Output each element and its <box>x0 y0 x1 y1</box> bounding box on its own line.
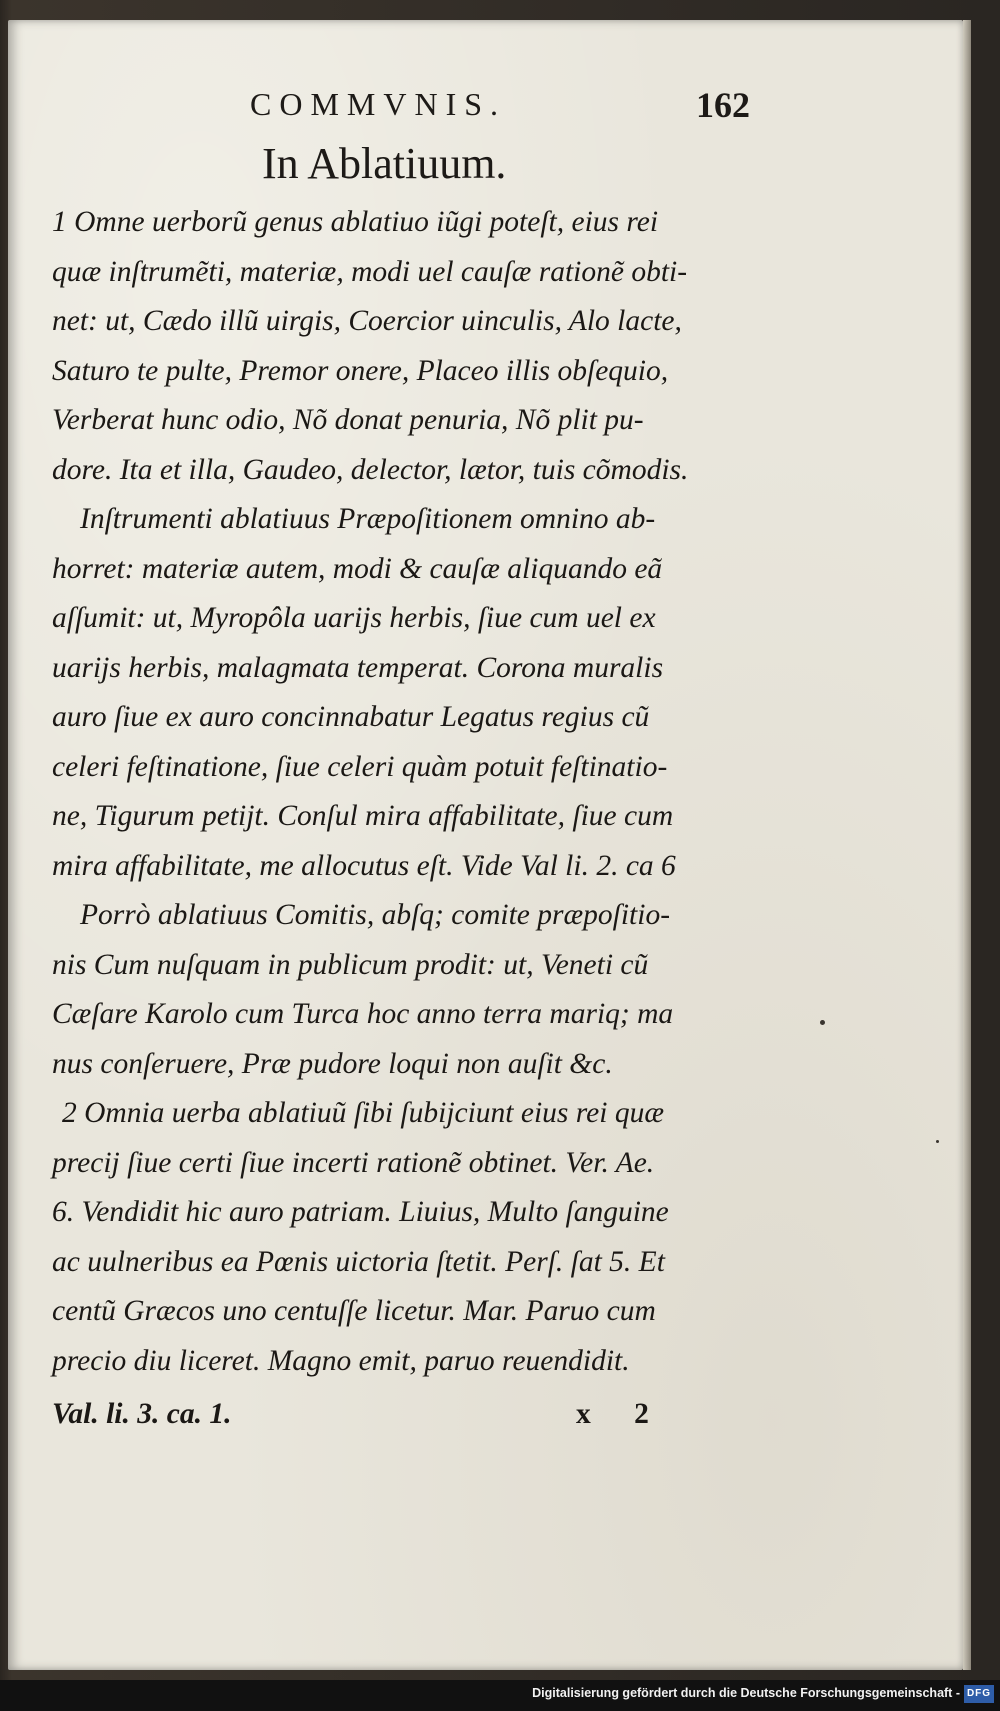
text-line: precij ſiue certi ſiue incerti rationẽ obtinet. Ver. Ae. <box>52 1146 655 1179</box>
text-line: 1 Omne uerborũ genus ablatiuo iũgi poteſt, eius rei <box>52 206 659 238</box>
body-text <box>52 198 752 1386</box>
text-line: celeri feſtinatione, ſiue celeri quàm potuit feſtinatio- <box>52 750 668 783</box>
text-line: 6. Vendidit hic auro patriam. Liuius, Multo ſanguine <box>52 1196 669 1228</box>
dfg-logo: DFG <box>964 1685 994 1703</box>
text-line: horret: materiæ autem, modi & cauſæ aliquando eã <box>52 552 663 585</box>
text-line: centũ Græcos uno centuſſe licetur. Mar. Paruo cum <box>52 1295 656 1327</box>
text-line: Porrò ablatiuus Comitis, abſq; comite præpoſitio- <box>80 899 671 931</box>
text-line: mira affabilitate, me allocutus eſt. Vide Val li. 2. ca 6 <box>52 849 676 882</box>
signature-line <box>52 1398 742 1438</box>
page-header <box>200 86 750 136</box>
section-title: In Ablatiuum. <box>262 139 507 188</box>
text-line: net: ut, Cædo illũ uirgis, Coercior uinculis, Alo lacte, <box>52 305 682 337</box>
text-line: uarijs herbis, malagmata temperat. Corona muralis <box>52 651 664 684</box>
signature-mark: x 2 <box>576 1398 667 1430</box>
text-line: precio diu liceret. Magno emit, paruo reuendidit. <box>52 1344 630 1377</box>
text-line: ne, Tigurum petijt. Conſul mira affabilitate, ſiue cum <box>52 800 674 832</box>
text-line: Inſtrumenti ablatiuus Præpoſitionem omnino ab- <box>80 503 656 535</box>
reference-note: Val. li. 3. ca. 1. <box>52 1398 232 1430</box>
text-line: Verberat hunc odio, Nõ donat penuria, Nõ plit pu- <box>52 404 644 436</box>
funding-credit: Digitalisierung gefördert durch die Deutsche Forschungsgemeinschaft - <box>532 1686 960 1700</box>
ink-speck <box>936 1140 939 1143</box>
text-line: nis Cum nuſquam in publicum prodit: ut, Veneti cũ <box>52 948 649 981</box>
running-head: COMMVNIS. <box>250 86 507 122</box>
text-line: Saturo te pulte, Premor onere, Placeo illis obſequio, <box>52 354 669 387</box>
text-line: 2 Omnia uerba ablatiuũ ſibi ſubijciunt eius rei quæ <box>62 1097 664 1129</box>
page-number: 162 <box>696 85 750 125</box>
text-line: nus conſeruere, Præ pudore loqui non auſit &c. <box>52 1047 613 1080</box>
footer-bar <box>0 1680 1000 1711</box>
text-line: Cæſare Karolo cum Turca hoc anno terra mariq; ma <box>52 998 674 1030</box>
text-line: dore. Ita et illa, Gaudeo, delector, lætor, tuis cõmodis. <box>52 453 689 486</box>
text-line: auro ſiue ex auro concinnabatur Legatus regius cũ <box>52 701 650 733</box>
text-line: quæ inſtrumẽti, materiæ, modi uel cauſæ rationẽ obti- <box>52 255 688 288</box>
text-line: ac uulneribus ea Pœnis uictoria ſtetit. Perſ. ſat 5. Et <box>52 1245 665 1278</box>
page-edge <box>963 20 971 1670</box>
text-line: aſſumit: ut, Myropôla uarijs herbis, ſiue cum uel ex <box>52 602 656 634</box>
ink-speck <box>820 1020 825 1025</box>
